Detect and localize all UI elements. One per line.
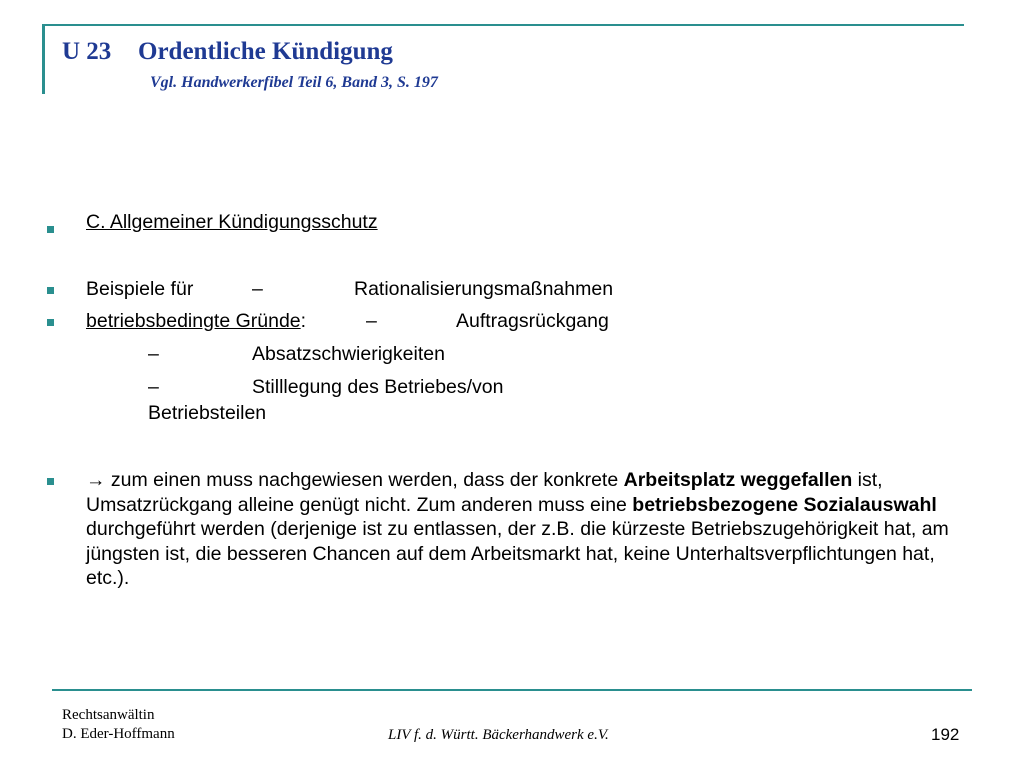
slide-subtitle: Vgl. Handwerkerfibel Teil 6, Band 3, S. 197 [150, 74, 438, 91]
bullet-marker [47, 478, 54, 485]
arrow-icon: → [86, 469, 106, 491]
reasons-label-line [86, 309, 306, 333]
section-heading: C. Allgemeiner Kündigungsschutz [86, 211, 378, 233]
paragraph-text: ist, Umsatzrückgang alleine genügt nicht. Zum anderen muss eine [86, 469, 883, 516]
example-stilllegung-continued: Betriebsteilen [148, 402, 267, 424]
example-stilllegung: Stilllegung des Betriebes/von [252, 376, 504, 398]
paragraph-text: durchgeführt werden (derjenige ist zu entlassen, der z.B. die kürzeste Betriebszugehörigkeit hat, am jüngsten ist, die besseren Chancen auf dem Arbeitsmarkt hat, keine Unterhaltsverpflichtungen hat, etc.). [86, 518, 949, 589]
dash: – [366, 310, 377, 332]
footer-organization: LIV f. d. Württ. Bäckerhandwerk e.V. [388, 727, 609, 743]
dash: – [252, 278, 263, 300]
dash: – [148, 376, 159, 398]
bullet-marker [47, 287, 54, 294]
paragraph-bold-text: betriebsbezogene Sozialauswahl [632, 493, 937, 516]
example-auftragsrueckgang: Auftragsrückgang [456, 310, 609, 332]
bullet-marker [47, 226, 54, 233]
page-number: 192 [931, 725, 960, 744]
footer-author [62, 706, 175, 744]
examples-label: Beispiele für [86, 278, 194, 300]
paragraph-text: zum einen muss nachgewiesen werden, dass der konkrete [105, 469, 624, 491]
example-rationalisierung: Rationalisierungsmaßnahmen [354, 278, 614, 300]
footer-author-title: Rechtsanwältin [62, 707, 155, 723]
paragraph-bold-text: Arbeitsplatz weggefallen [623, 469, 853, 491]
slide-title-text: Ordentliche Kündigung [138, 38, 393, 65]
reasons-colon: : [300, 310, 307, 332]
explanation-paragraph [86, 468, 976, 591]
example-absatzschwierigkeiten: Absatzschwierigkeiten [252, 343, 445, 365]
reasons-label: betriebsbedingte Gründe [86, 310, 301, 332]
bullet-marker [47, 319, 54, 326]
footer-rule [52, 689, 972, 691]
dash: – [148, 343, 159, 365]
footer-author-name: D. Eder-Hoffmann [62, 726, 175, 742]
slide-number-label: U 23 [62, 38, 112, 65]
